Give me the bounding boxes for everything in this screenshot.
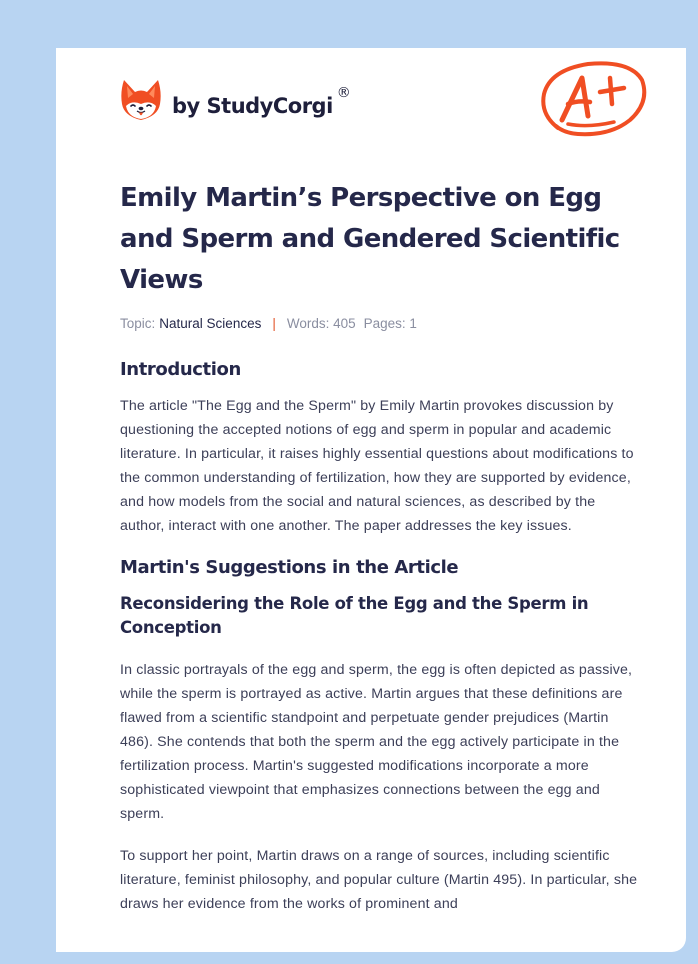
- brand-name: by StudyCorgi: [172, 94, 333, 118]
- meta-separator: |: [272, 315, 276, 331]
- article-meta: [120, 313, 640, 333]
- corgi-icon: [120, 78, 162, 122]
- registered-mark: ®: [336, 85, 351, 101]
- paragraph-introduction: The article "The Egg and the Sperm" by Emily Martin provokes discussion by questioning the accepted notions of egg and sperm in popular and academic literature. In particular, it raises highly essential questions about modifications to the common understanding of fertilization, how they are supported by evidence, and how models from the social and natural sciences, as described by the author, interact with one another. The paper addresses the key issues.: [120, 398, 634, 534]
- subsection-heading-reconsidering: Reconsidering the Role of the Egg and the Sperm in Conception: [120, 594, 589, 637]
- studycorgi-logo[interactable]: [120, 76, 351, 124]
- topic-link[interactable]: Natural Sciences: [159, 315, 262, 331]
- page-title: Emily Martin’s Perspective on Egg and Sperm and Gendered Scientific Views: [120, 183, 620, 295]
- paragraph-classic-portrayals: In classic portrayals of the egg and sperm, the egg is often depicted as passive, while the sperm is portrayed as active. Martin argues that these definitions are flawed from a scientific standpoint and perpetuate gender prejudices (Martin 486). She contends that both the sperm and the egg actively participate in the fertilization process. Martin's suggested modifications incorporate a more sophisticated viewpoint that emphasizes connections between the egg and sperm.: [120, 662, 633, 822]
- paragraph-support: To support her point, Martin draws on a range of sources, including scientific literature, feminist philosophy, and popular culture (Martin 495). In particular, she draws her evidence from the works of prominent and: [120, 848, 638, 912]
- document-card: [56, 48, 686, 952]
- section-heading-introduction: Introduction: [120, 359, 241, 380]
- article-content: [120, 178, 640, 916]
- topic-label: Topic:: [120, 315, 156, 331]
- a-plus-grade-icon: [538, 58, 650, 140]
- section-heading-suggestions: Martin's Suggestions in the Article: [120, 557, 459, 578]
- page-count: Pages: 1: [363, 315, 417, 331]
- word-count: Words: 405: [286, 315, 356, 331]
